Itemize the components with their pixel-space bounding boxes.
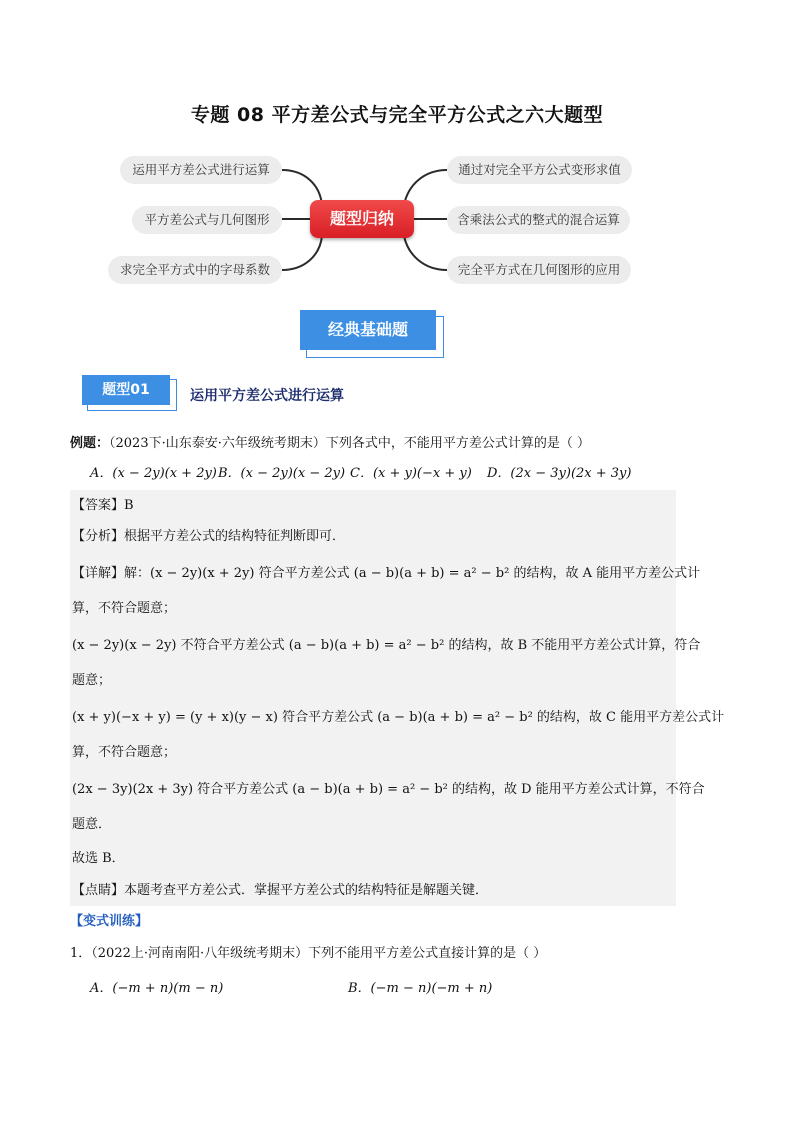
- mindmap-right-3: 完全平方式在几何图形的应用: [447, 256, 631, 284]
- section-banner: [300, 310, 445, 360]
- type-badge: [82, 375, 178, 411]
- analysis: 【分析】根据平方差公式的结构特征判断即可．: [72, 529, 346, 544]
- type-title: 运用平方差公式进行运算: [190, 388, 344, 404]
- mindmap-left-1: 运用平方差公式进行运算: [120, 156, 282, 184]
- option-c: C．(x + y)(−x + y): [350, 466, 472, 481]
- option-a: A．(x − 2y)(x + 2y): [90, 466, 217, 481]
- page-title: 专题 08 平方差公式与完全平方公式之六大题型: [190, 104, 604, 126]
- detail-line-4: 题意；: [72, 673, 112, 688]
- answer: 【答案】B: [72, 498, 134, 513]
- mindmap-right-1: 通过对完全平方公式变形求值: [447, 156, 632, 184]
- type-badge-label: 题型01: [82, 375, 170, 405]
- practice-q1: 1．（2022上·河南南阳·八年级统考期末）下列不能用平方差公式直接计算的是（ ）: [70, 946, 547, 961]
- practice-q1-option-b: B．(−m − n)(−m + n): [348, 981, 493, 996]
- practice-heading: 【变式训练】: [70, 914, 149, 929]
- detail-line-1: 【详解】解：(x − 2y)(x + 2y) 符合平方差公式 (a − b)(a + b) = a² − b² 的结构，故 A 能用平方差公式计: [72, 566, 701, 581]
- example-stem: 例题：（2023下·山东泰安·六年级统考期末）下列各式中，不能用平方差公式计算的是（ ）: [70, 436, 590, 451]
- detail-line-8: 题意．: [72, 817, 112, 832]
- detail-line-6: 算，不符合题意；: [72, 745, 177, 760]
- detail-line-3: (x − 2y)(x − 2y) 不符合平方差公式 (a − b)(a + b) = a² − b² 的结构，故 B 不能用平方差公式计算，符合: [72, 638, 701, 653]
- practice-q1-option-a: A．(−m + n)(m − n): [90, 981, 224, 996]
- detail-line-2: 算，不符合题意；: [72, 601, 177, 616]
- mindmap-right-2: 含乘法公式的整式的混合运算: [447, 206, 630, 234]
- comment: 【点睛】本题考查平方差公式．掌握平方差公式的结构特征是解题关键．: [72, 883, 489, 898]
- detail-line-5: (x + y)(−x + y) = (y + x)(y − x) 符合平方差公式 (a − b)(a + b) = a² − b² 的结构，故 C 能用平方差公式计: [72, 710, 725, 725]
- option-b: B．(x − 2y)(x − 2y): [218, 466, 346, 481]
- mindmap-center: 题型归纳: [310, 200, 414, 238]
- solution-block: [70, 490, 676, 906]
- option-d: D．(2x − 3y)(2x + 3y): [487, 466, 632, 481]
- mindmap-left-2: 平方差公式与几何图形: [132, 206, 282, 234]
- mindmap-connectors: [0, 0, 794, 300]
- detail-line-9: 故选 B．: [72, 851, 125, 866]
- mindmap-left-3: 求完全平方式中的字母系数: [108, 256, 282, 284]
- section-title: 经典基础题: [300, 310, 436, 350]
- detail-line-7: (2x − 3y)(2x + 3y) 符合平方差公式 (a − b)(a + b) = a² − b² 的结构，故 D 能用平方差公式计算，不符合: [72, 782, 705, 797]
